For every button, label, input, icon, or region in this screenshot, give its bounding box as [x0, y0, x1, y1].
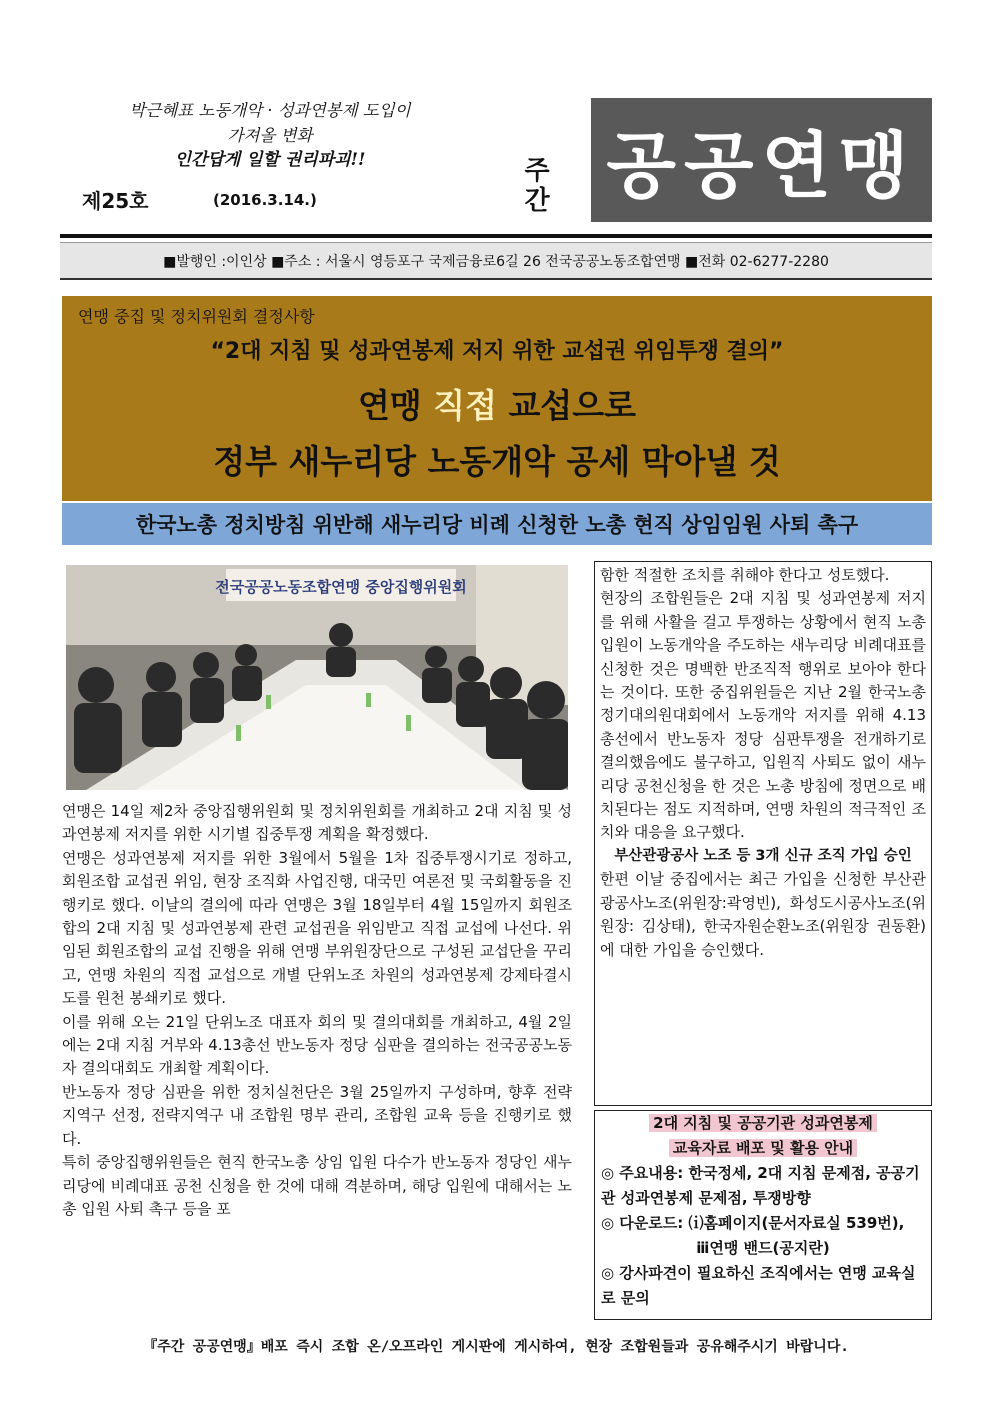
headline-label: 연맹 중집 및 정치위원회 결정사항: [78, 307, 315, 326]
headline-accent: 직접: [433, 386, 497, 425]
slogan-line-2: 가져올 변화: [227, 126, 313, 145]
side-paragraph: 현장의 조합원들은 2대 지침 및 성과연봉제 저지를 위해 사활을 걸고 투쟁하는 상황에서 현직 노총 입원이 노동개악을 주도하는 새누리당 비례대표를 신청한 것은 명백한 반조직적 행위로 보아야 한다는 것이다. 또한 중집위원들은 지난 2월 한국노총 정기대의원대회에서 노동개악 저지를 위해 4.13총선에서 반노동자 정당 심판투쟁을 전개하기로 결의했음에도 불구하고, 입원직 사퇴도 없이 새누리당 공천신청을 한 것은 노총 방침에 정면으로 배치된다는 점도 지적하며, 연맹 차원의 적극적인 조치와 대응을 요구했다.: [600, 589, 926, 842]
meeting-photo: [66, 565, 568, 790]
masthead-title: 공공연맹: [591, 98, 932, 222]
side-paragraph: 함한 적절한 조치를 취해야 한다고 성토했다.: [600, 566, 890, 584]
article-paragraph: 연맹은 성과연봉제 저지를 위한 3월에서 5월을 1차 집중투쟁시기로 정하고, 회원조합 교섭권 위임, 현장 조직화 사업진행, 대국민 여론전 및 국회활동을 진행키로 했다. 이날의 결의에 따라 연맹은 3월 18일부터 4월 15일까지 회원조합의 2대 지침 및 성과연봉제 관련 교섭권을 위임받고 직접 교섭에 나선다. 위임된 회원조합의 교섭 진행을 위해 연맹 부위원장단으로 구성된 교섭단을 꾸리고, 연맹 차원의 직접 교섭으로 개별 단위노조 차원의 성과연봉제 강제타결시도를 원천 봉쇄키로 했다.: [62, 848, 572, 1008]
slogan-line-1: 박근혜표 노동개악 · 성과연봉제 도입이: [129, 101, 411, 120]
headline-main-1: 연맹 직접 교섭으로: [357, 386, 637, 425]
side-article-box: [594, 561, 932, 1106]
education-notice-box: [594, 1110, 932, 1320]
header-divider: [60, 234, 932, 238]
article-paragraph: 특히 중앙집행위원들은 현직 한국노총 상임 입원 다수가 반노동자 정당인 새누리당에 비례대표 공천 신청을 한 것에 대해 격분하며, 해당 입원에 대해서는 노총 입원 사퇴 촉구 등을 포: [62, 1153, 572, 1218]
footer-notice: 『주간 공공연맹』배포 즉시 조합 온/오프라인 게시판에 게시하여, 현장 조합원들과 공유해주시기 바랍니다.: [143, 1339, 849, 1355]
article-paragraph: 연맹은 14일 제2차 중앙집행위원회 및 정치위원회를 개최하고 2대 지침 및 성과연봉제 저지를 위한 시기별 집중투쟁 계획을 확정했다.: [62, 802, 572, 844]
slogan-line-3: 인간답게 일할 권리파괴!!: [174, 150, 366, 170]
article-paragraph: 이를 위해 오는 21일 단위노조 대표자 회의 및 결의대회를 개최하고, 4월 2일에는 2대 지침 거부와 4.13총선 반노동자 정당 심판을 결의하는 전국공공노동자 결의대회도 개최할 계획이다.: [62, 1012, 572, 1078]
notice-title-1: 2대 지침 및 공공기관 성과연봉제: [601, 1111, 925, 1136]
photo-banner-text: 전국공공노동조합연맹 중앙집행위원회: [215, 578, 467, 596]
weekly-label: 주간: [524, 156, 550, 216]
headline-quote: “2대 지침 및 성과연봉제 저지 위한 교섭권 위임투쟁 결의”: [210, 339, 784, 364]
notice-title-2: 교육자료 배포 및 활용 안내: [601, 1136, 925, 1161]
side-subtitle: 부산관광공사 노조 등 3개 신규 조직 가입 승인: [614, 847, 912, 864]
notice-line-lecture: ◎ 강사파견이 필요하신 조직에서는 연맹 교육실로 문의: [601, 1264, 916, 1307]
issue-number: 제25호: [82, 189, 149, 213]
main-article: [62, 800, 572, 1221]
header-slogan: [60, 98, 480, 173]
side-paragraph: 한편 이날 중집에서는 최근 가입을 신청한 부산관광공사노조(위원장:곽영빈), 화성도시공사노조(위원장: 김상태), 한국자원순환노조(위원장 권동환)에 대한 가입을 승인했다.: [600, 870, 926, 959]
headline-main-2: 정부 새누리당 노동개악 공세 막아낼 것: [213, 442, 781, 481]
article-paragraph: 반노동자 정당 심판을 위한 정치실천단은 3월 25일까지 구성하며, 향후 전략지역구 선정, 전략지역구 내 조합원 명부 관리, 조합원 교육 등을 진행키로 했다.: [62, 1082, 572, 1148]
meeting-photo-illustration: [66, 565, 568, 790]
notice-line-band: ⅲ연맹 밴드(공지란): [696, 1239, 830, 1257]
headline-box: [62, 296, 932, 501]
notice-line-contents: ◎ 주요내용: 한국정세, 2대 지침 문제점, 공공기관 성과연봉제 문제점, 투쟁방향: [601, 1164, 920, 1207]
subheadline-bar: 한국노총 정치방침 위반해 새누리당 비례 신청한 노총 현직 상임임원 사퇴 촉구: [62, 503, 932, 545]
issue-date: (2016.3.14.): [213, 191, 317, 209]
publisher-info-bar: ■발행인 :이인상 ■주소 : 서울시 영등포구 국제금융로6길 26 전국공공노동조합연맹 ■전화 02-6277-2280: [60, 242, 932, 280]
notice-line-download: ◎ 다운로드: ⒤홈페이지(문서자료실 539번),: [601, 1214, 905, 1232]
